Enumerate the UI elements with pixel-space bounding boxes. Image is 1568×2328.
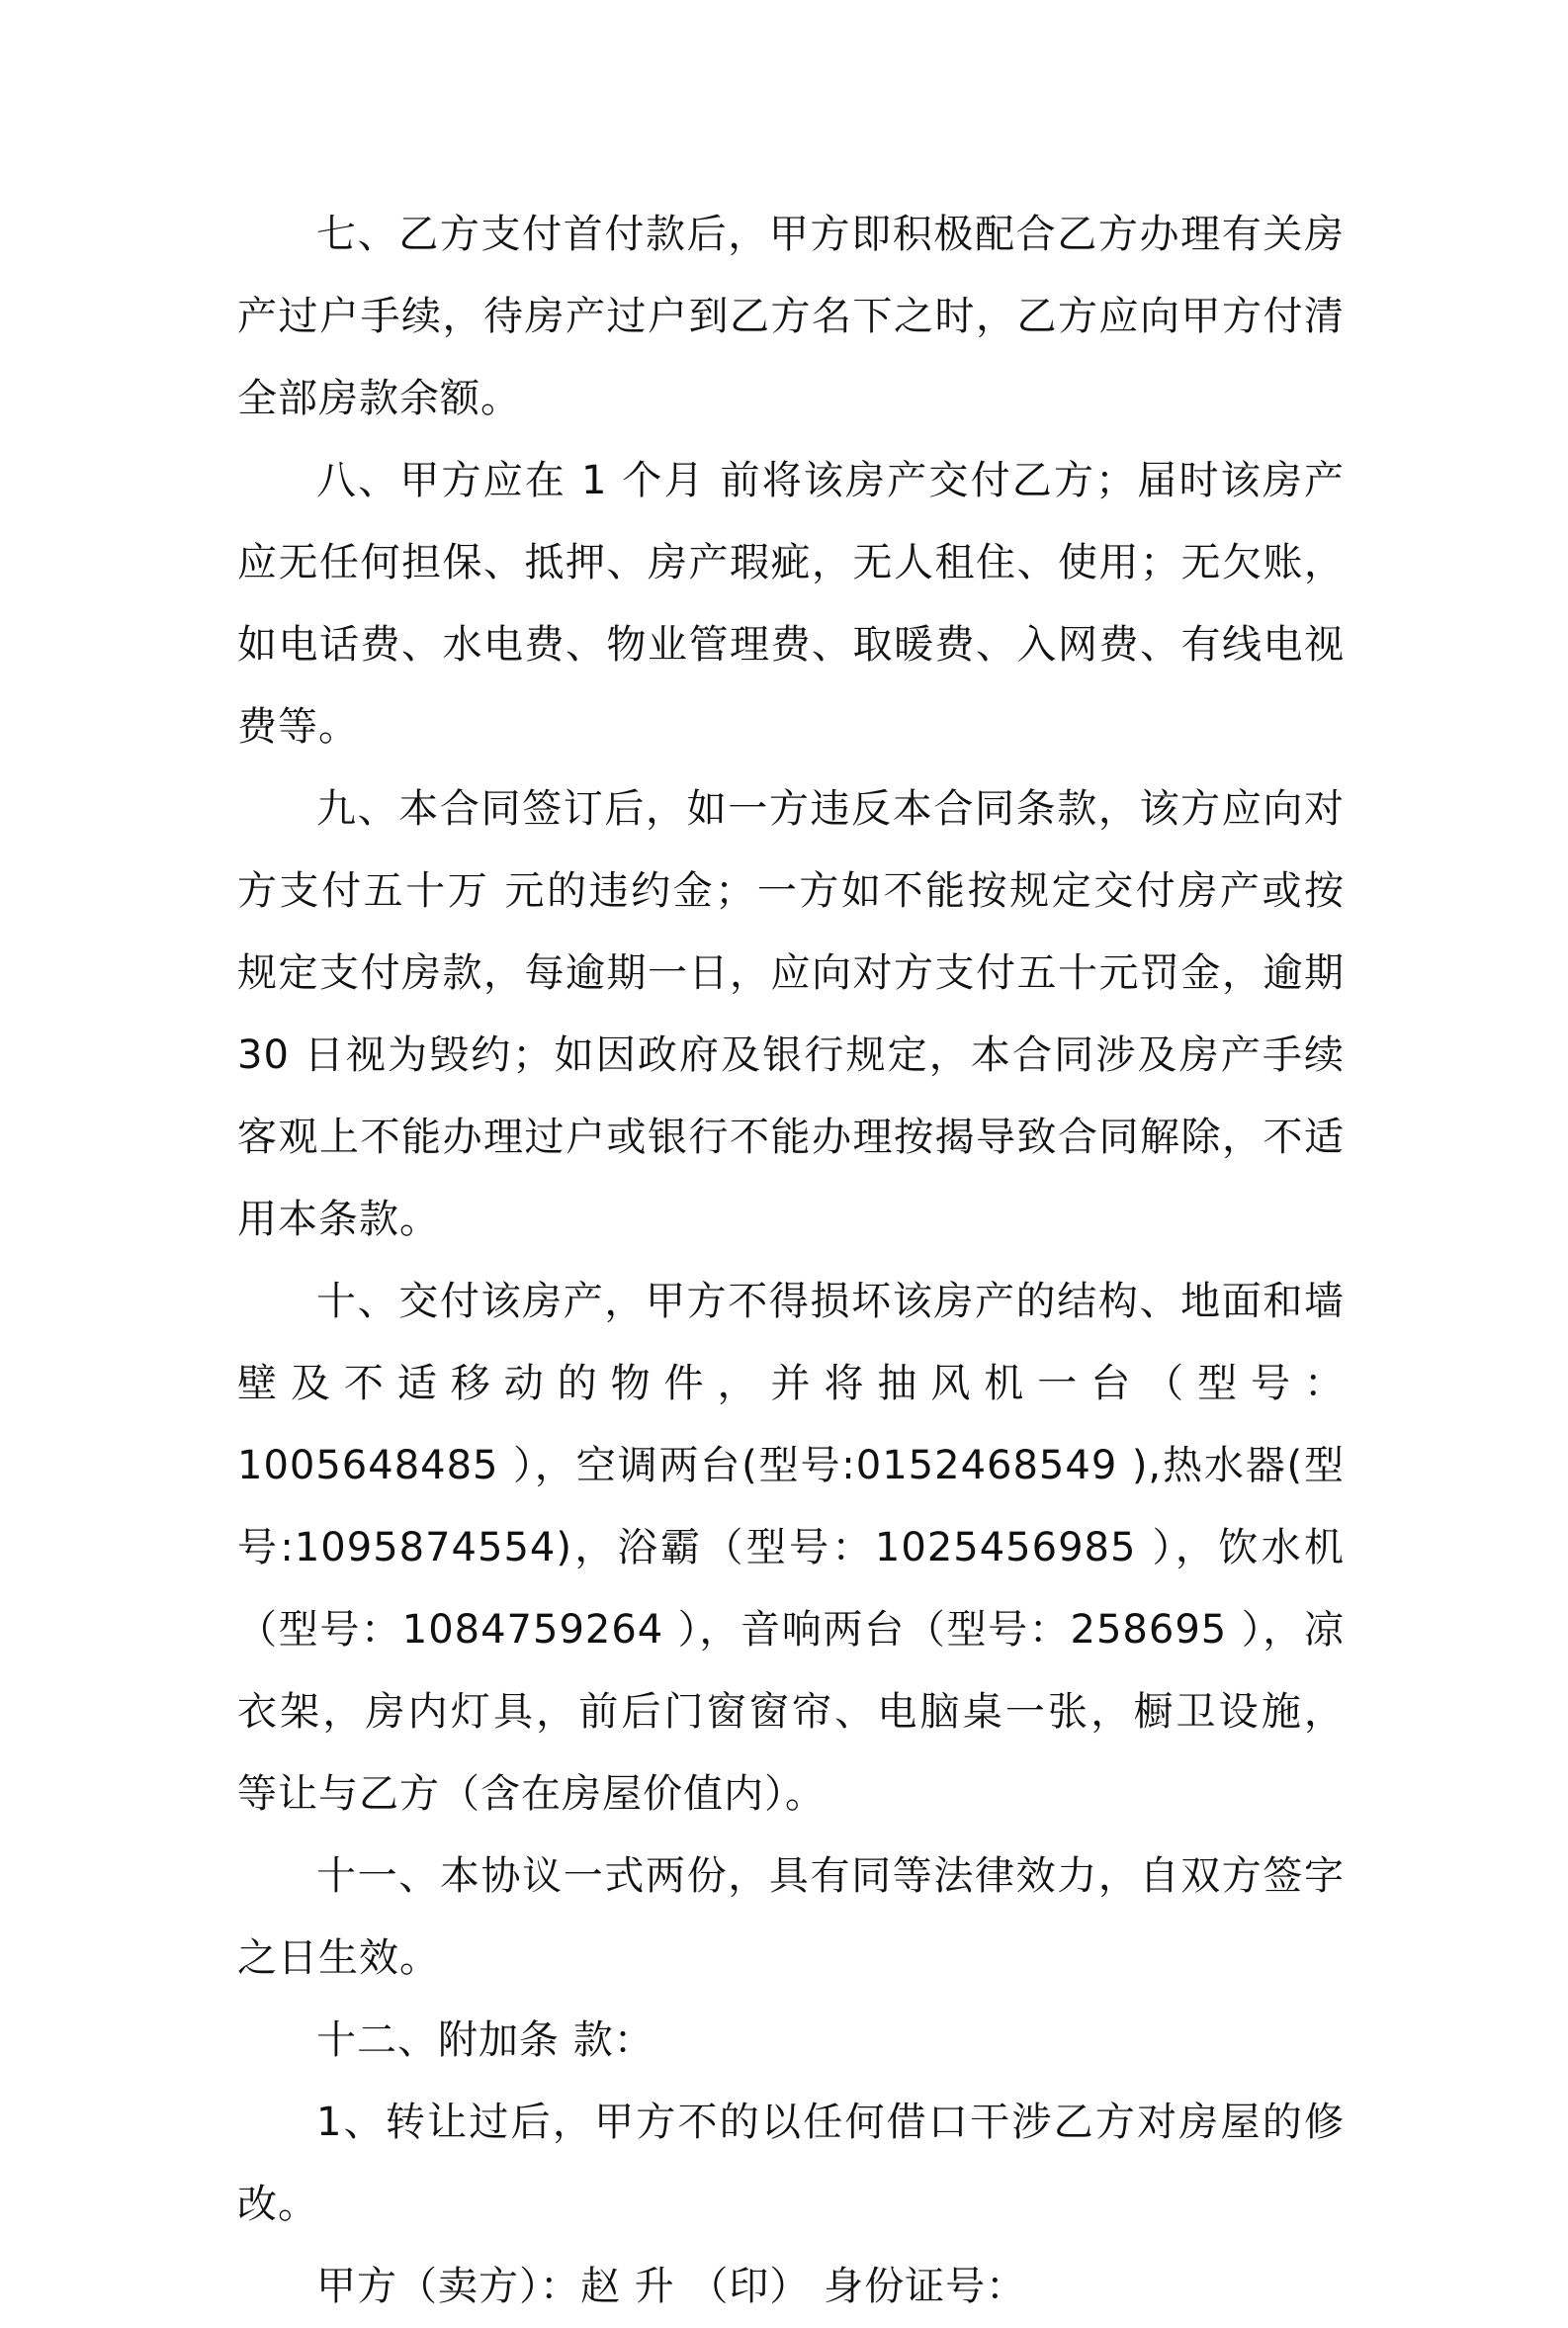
seller-signature-line: 甲方（卖方）：赵 升 （印） 身份证号：	[316, 2264, 1027, 2309]
clause-11-paragraph: 十一、本协议一式两份，具有同等法律效力，自双方签字之日生效。	[237, 1853, 1345, 1981]
clause-10-paragraph: 十、交付该房产，甲方不得损坏该房产的结构、地面和墙壁及不适移动的物件，并将抽风机一台（型号：1005648485 ），空调两台(型号:0152468549 ),热水器(型号:1095874554)，浴霸（型号：1025456985 ），饮水机（型号：1084759264 ），音响两台（型号：258695 ），凉衣架，房内灯具，前后门窗窗帘、电脑桌一张，橱卫设施， 等让与乙方（含在房屋价值内）。	[237, 1279, 1345, 1817]
clause-9-paragraph: 九、本合同签订后，如一方违反本合同条款，该方应向对方支付五十万 元的违约金；一方如不能按规定交付房产或按规定支付房款，每逾期一日，应向对方支付五十元罚金，逾期 30 日视为毁约；如因政府及银行规定，本合同涉及房产手续客观上不能办理过户或银行不能办理按揭导致合同解除，不适用本条款。	[237, 786, 1345, 1242]
clause-12-heading: 十二、附加条 款：	[316, 2017, 654, 2063]
clause-12-item-1: 1、转让过后，甲方不的以任何借口干涉乙方对房屋的修改。	[237, 2100, 1345, 2227]
contract-body	[237, 194, 1345, 2328]
clause-8-paragraph: 八、甲方应在 1 个月 前将该房产交付乙方；届时该房产应无任何担保、抵押、房产瑕疵，无人租住、使用；无欠账，如电话费、水电费、物业管理费、取暖费、入网费、有线电视费等。	[237, 458, 1345, 750]
clause-7-paragraph: 七、乙方支付首付款后，甲方即积极配合乙方办理有关房产过户手续，待房产过户到乙方名下之时，乙方应向甲方付清全部房款余额。	[237, 212, 1345, 421]
